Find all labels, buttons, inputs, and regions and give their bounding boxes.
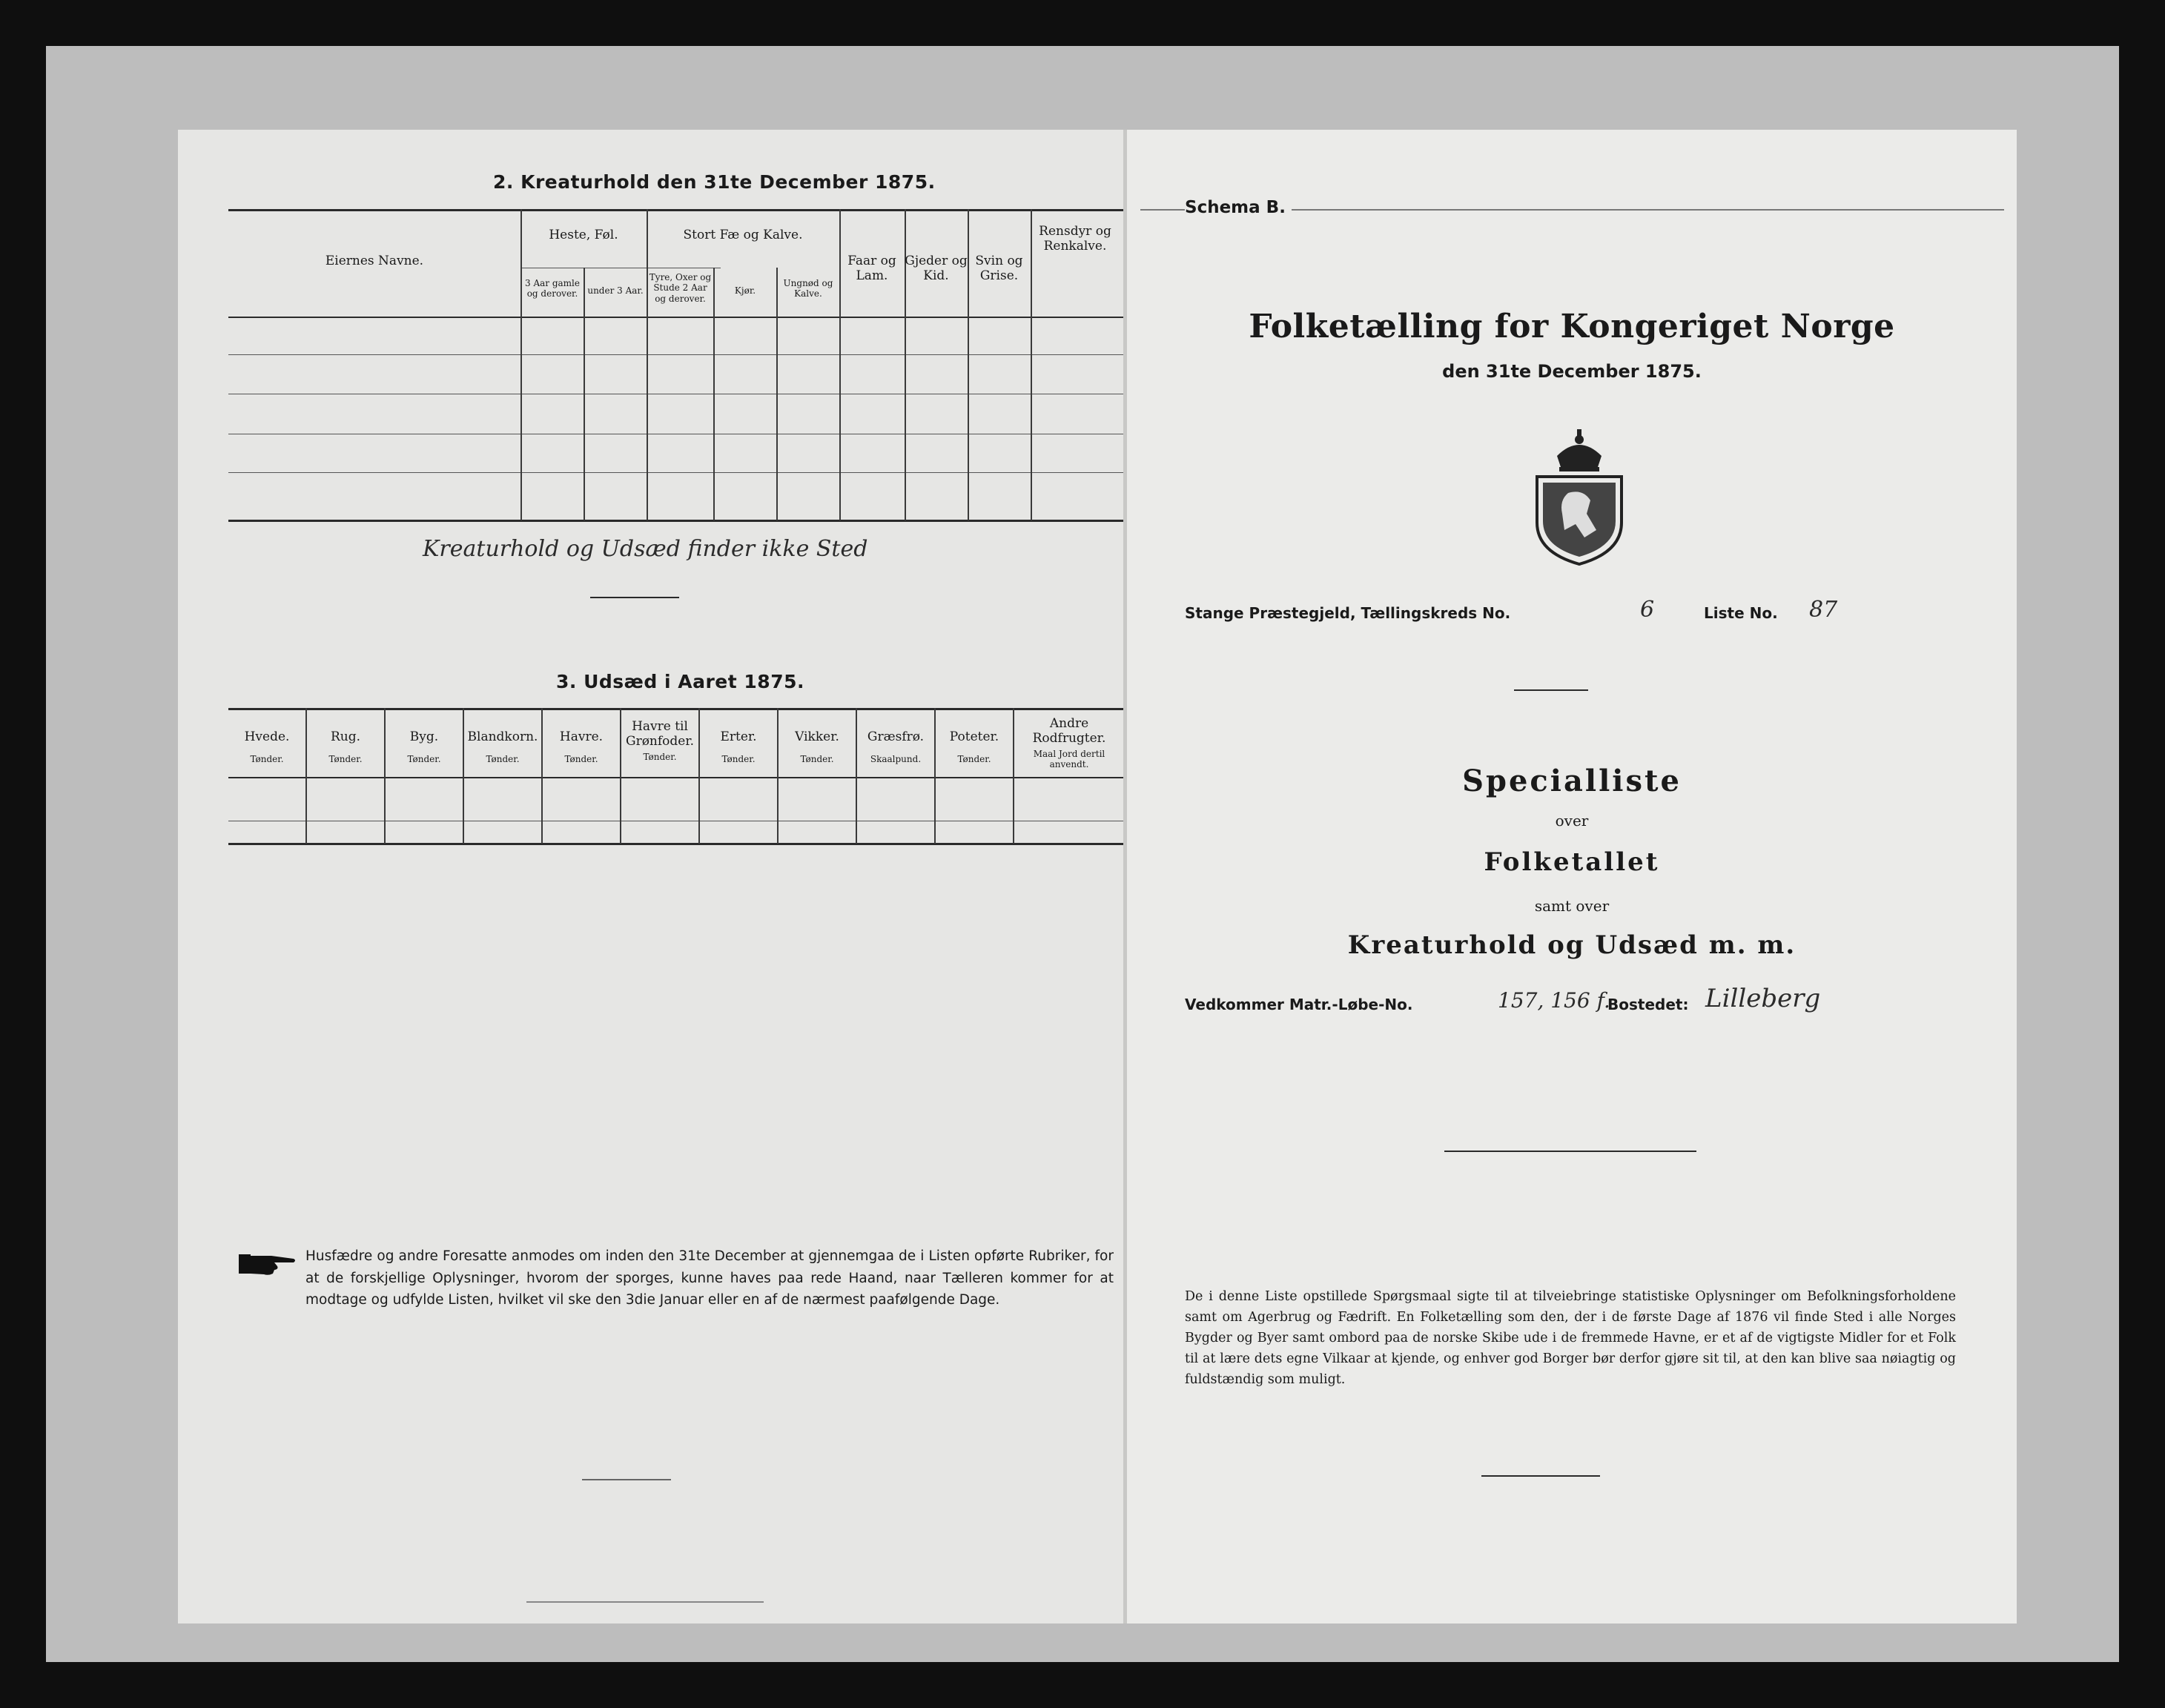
- left-page: [178, 130, 1134, 1623]
- kreaturhold-label: Kreaturhold og Udsæd m. m.: [1347, 930, 1797, 960]
- matr-value: 157, 156 f.: [1498, 988, 1610, 1013]
- seed-col-blandkorn: Blandkorn. Tønder.: [467, 729, 538, 764]
- seed-col-vikker: Vikker. Tønder.: [795, 729, 839, 764]
- col-faar: Faar og Lam.: [847, 254, 896, 283]
- col-heste-under3: under 3 Aar.: [587, 285, 644, 296]
- coat-of-arms-icon: [1524, 426, 1635, 567]
- census-date: den 31te December 1875.: [1442, 361, 1702, 382]
- parish-label: Stange Præstegjeld, Tællingskreds No.: [1185, 604, 1511, 622]
- col-svin: Svin og Grise.: [975, 254, 1023, 283]
- bottom-mark: [526, 1601, 764, 1603]
- specialliste-title: Specialliste: [1462, 764, 1682, 798]
- col-stort-fae: Stort Fæ og Kalve.: [683, 228, 803, 242]
- census-title: Folketælling for Kongeriget Norge: [1249, 308, 1895, 345]
- col-kjor: Kjør.: [734, 285, 756, 296]
- intro-paragraph: De i denne Liste opstillede Spørgsmaal sigte til at tilveiebringe statistiske Oplysninger om Befolkningsforholdene samt om Agerbrug og Fædrift. En Folketælling som den, der i de første Dage af 1876 vil finde Sted i alle Norges Bygder og Byer samt ombord paa de norske Skibe ude i de fremmede Havne, er et af de vigtigste Midler for et Folk til at lære dets egne Vilkaar at kjende, og enhver god Borger bør derfor gjøre sit til, at den kan blive saa nøiagtig og fuldstændig som muligt.: [1185, 1289, 1956, 1387]
- seed-col-havre-gronfoder: Havre til Grønfoder. Tønder.: [625, 719, 695, 763]
- matr-label: Vedkommer Matr.-Løbe-No.: [1185, 996, 1413, 1013]
- col-gjeder: Gjeder og Kid.: [905, 254, 968, 283]
- seed-col-erter: Erter. Tønder.: [720, 729, 757, 764]
- col-heste: Heste, Føl.: [549, 228, 618, 242]
- liste-number: 87: [1809, 597, 1838, 623]
- folketallet-label: Folketallet: [1484, 847, 1660, 877]
- seed-col-byg: Byg. Tønder.: [407, 729, 441, 764]
- col-owners: Eiernes Navne.: [325, 254, 424, 268]
- schema-label: Schema B.: [1185, 198, 1292, 217]
- right-page: [1127, 130, 2017, 1623]
- seed-col-havre: Havre. Tønder.: [559, 729, 604, 764]
- liste-label: Liste No.: [1704, 604, 1778, 622]
- col-tyre: Tyre, Oxer og Stude 2 Aar og derover.: [649, 272, 712, 304]
- col-ungnod: Ungnød og Kalve.: [783, 278, 833, 299]
- seed-col-graesfro: Græsfrø. Skaalpund.: [867, 729, 925, 764]
- section3-title: 3. Udsæd i Aaret 1875.: [556, 671, 804, 692]
- pointing-hand-icon: [239, 1251, 297, 1277]
- divider: [590, 597, 679, 598]
- divider: [582, 1479, 671, 1480]
- handwritten-note: Kreaturhold og Udsæd finder ikke Sted: [423, 536, 868, 562]
- divider: [1444, 1151, 1696, 1152]
- seed-col-rodfrugter: Andre Rodfrugter. Maal Jord dertil anvendt.: [1032, 716, 1106, 770]
- over-label: over: [1555, 812, 1589, 830]
- notice-text: Husfædre og andre Foresatte anmodes om inden den 31te December at gjennemgaa de i Listen opførte Rubriker, for at de forskjellige Oplysninger, hvorom der sporges, kunne haves paa rede Haand, naar Tælleren kommer for at modtage og udfylde Listen, hvilket vil ske den 3die Januar eller en af de nærmest paafølgende Dage.: [305, 1248, 1114, 1308]
- seed-col-rug: Rug. Tønder.: [328, 729, 363, 764]
- section2-title: 2. Kreaturhold den 31te December 1875.: [493, 171, 936, 193]
- bosted-value: Lilleberg: [1705, 984, 1821, 1013]
- seed-col-poteter: Poteter. Tønder.: [949, 729, 999, 764]
- col-rensdyr: Rensdyr og Renkalve.: [1039, 224, 1111, 254]
- col-heste-3aar: 3 Aar gamle og derover.: [525, 278, 580, 299]
- samt-over-label: samt over: [1534, 897, 1610, 915]
- bosted-label: Bostedet:: [1607, 996, 1689, 1013]
- divider: [1514, 689, 1588, 691]
- seed-col-hvede: Hvede. Tønder.: [244, 729, 290, 764]
- divider: [1481, 1475, 1600, 1477]
- kreds-number: 6: [1640, 597, 1655, 623]
